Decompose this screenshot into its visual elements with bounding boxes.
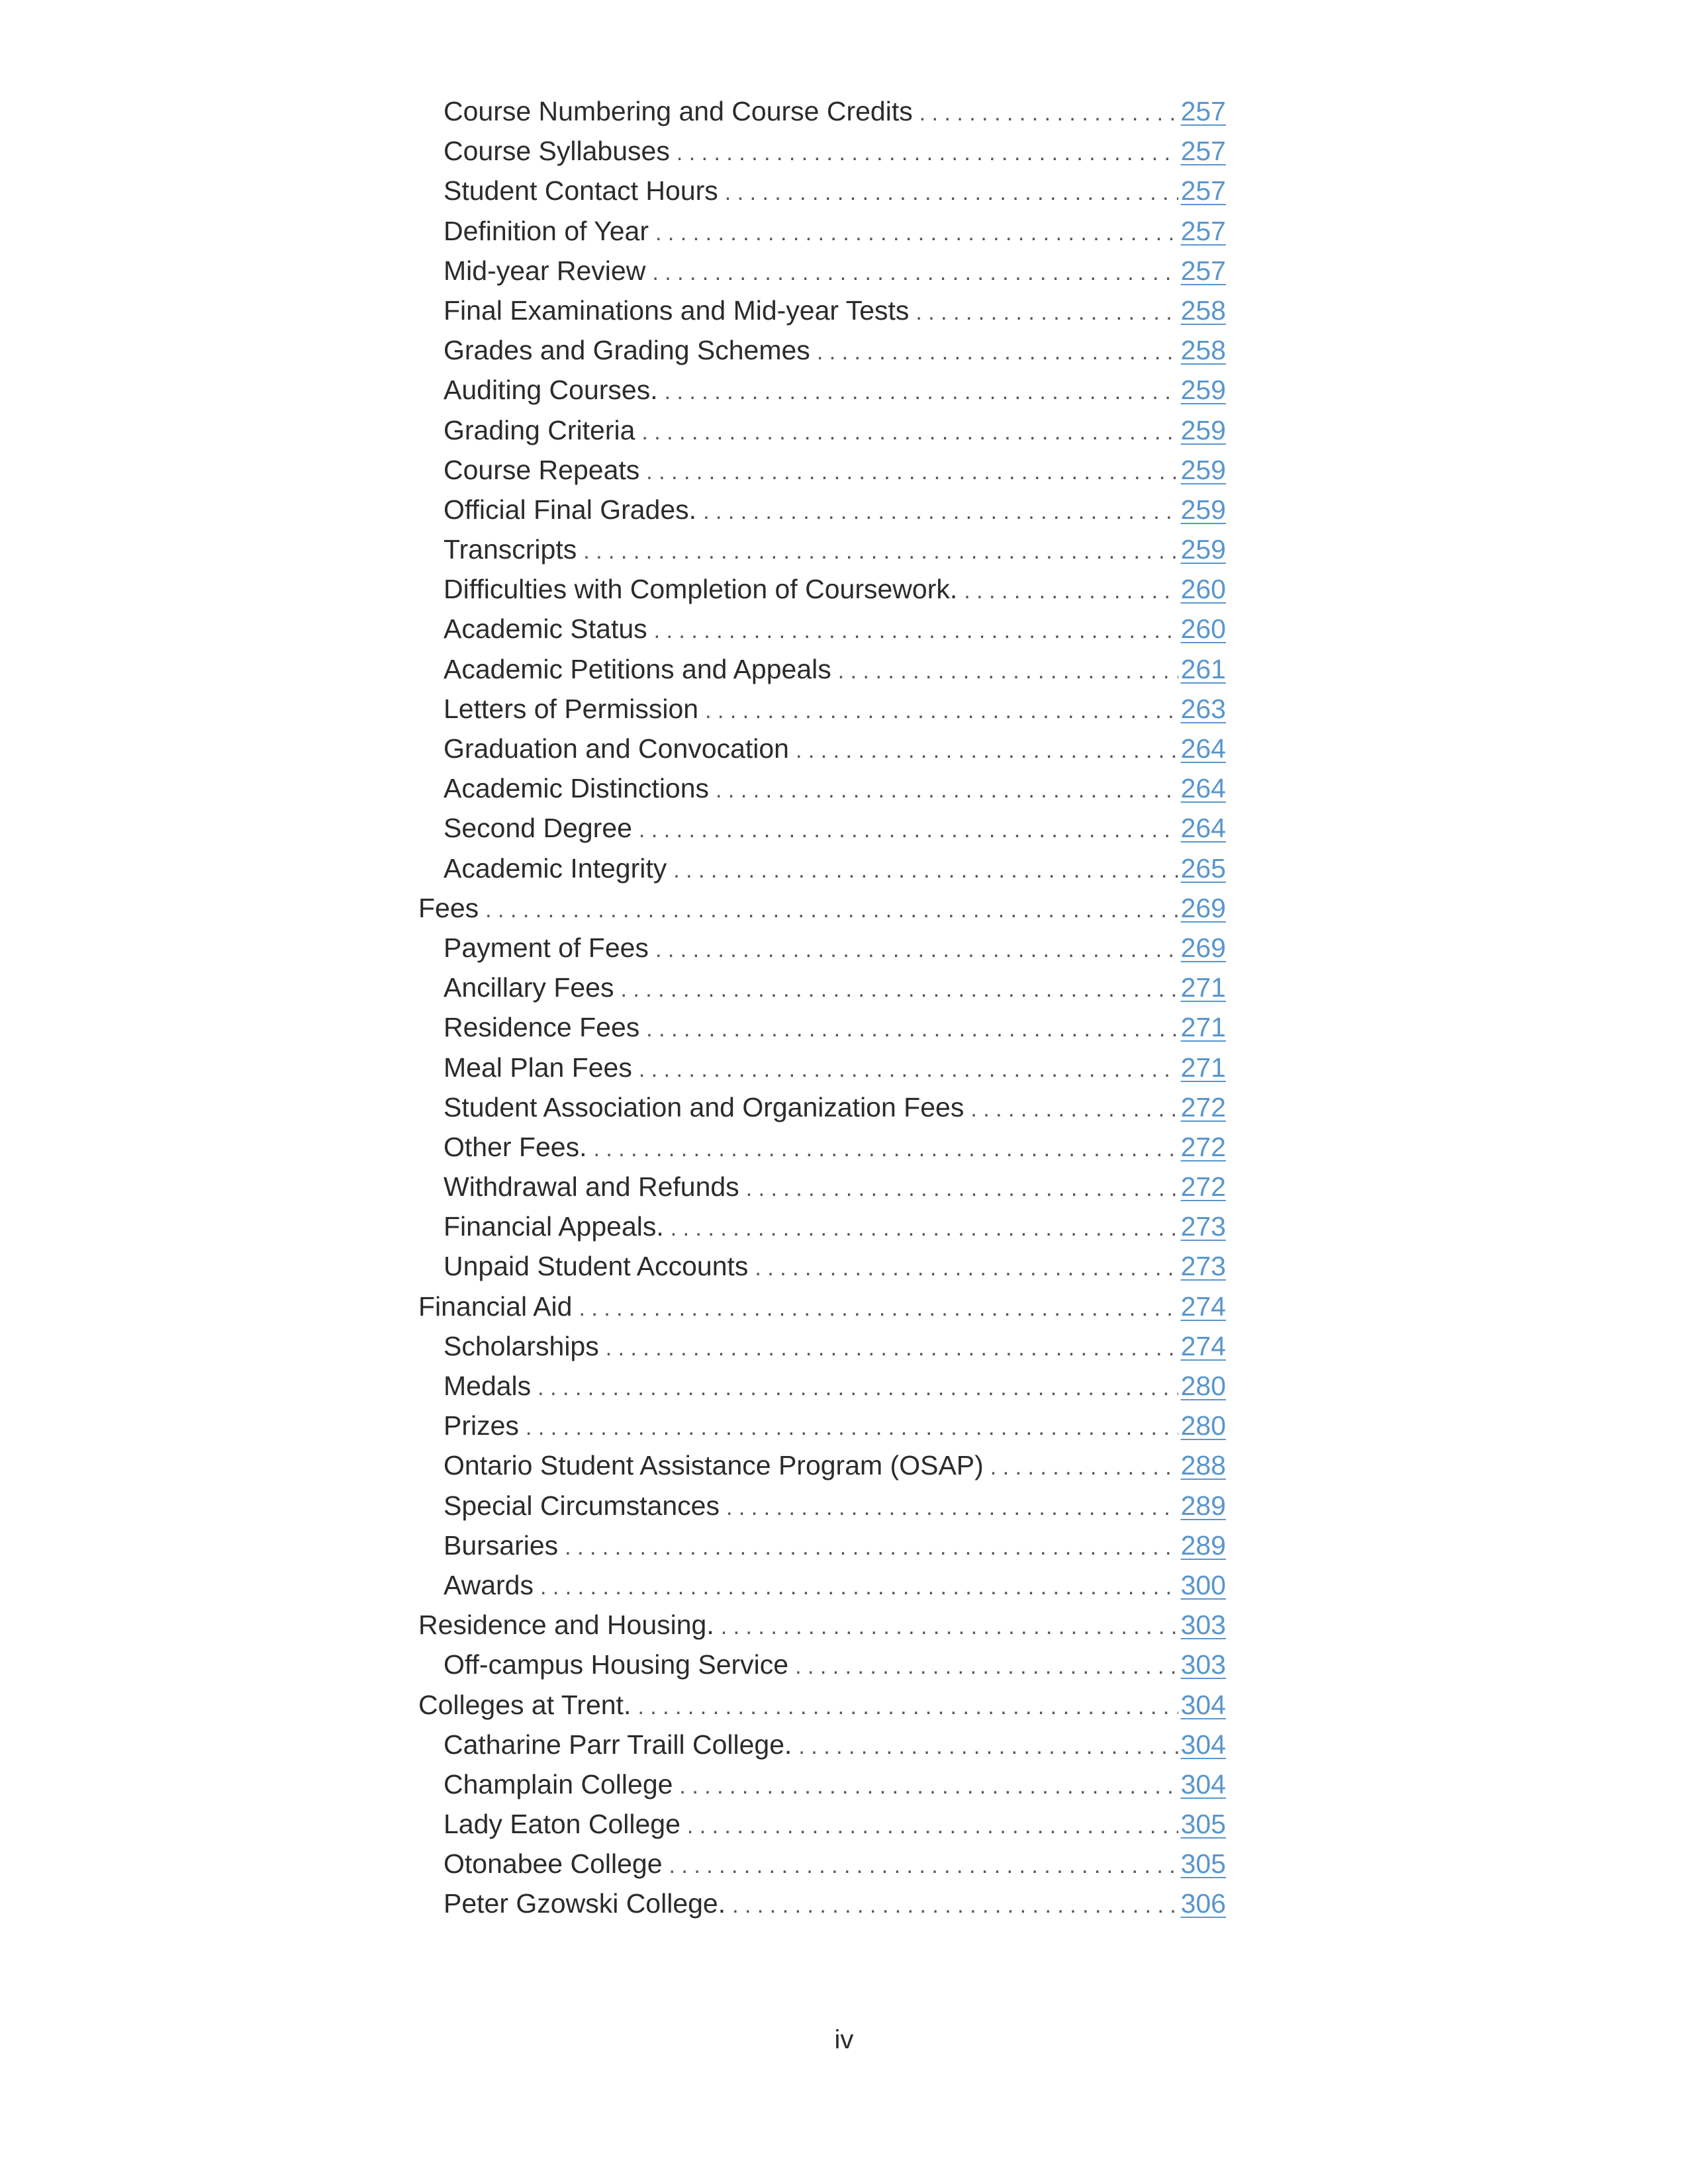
toc-page-link[interactable]: 272 [1180, 1171, 1226, 1203]
toc-entry-title: Off-campus Housing Service [444, 1649, 789, 1680]
toc-entry-title: Student Association and Organization Fees [444, 1091, 964, 1122]
toc-page-link[interactable]: 257 [1180, 136, 1226, 167]
toc-entry-title: Course Numbering and Course Credits [444, 96, 913, 126]
toc-page-link[interactable]: 289 [1180, 1490, 1226, 1521]
toc-subsection-entry [418, 529, 1226, 569]
toc-entry-title: Special Circumstances [444, 1490, 720, 1521]
dot-leader [593, 1129, 1178, 1169]
toc-entry-title: Medals [444, 1371, 532, 1401]
page-number: iv [834, 2025, 854, 2054]
toc-section-entry [418, 1685, 1226, 1725]
dot-leader [641, 412, 1178, 452]
toc-page-link[interactable]: 261 [1180, 653, 1226, 684]
toc-page-link[interactable]: 273 [1180, 1211, 1226, 1242]
dot-leader [540, 1567, 1178, 1607]
toc-page-link[interactable]: 271 [1180, 972, 1226, 1003]
toc-page-link[interactable]: 306 [1180, 1888, 1226, 1919]
toc-entry-title: Difficulties with Completion of Coursework. [444, 574, 958, 605]
toc-entry-title: Academic Distinctions [444, 773, 710, 804]
toc-entry-title: Prizes [444, 1410, 519, 1441]
toc-entry-title: Academic Integrity [444, 852, 667, 884]
toc-subsection-entry [418, 251, 1226, 291]
toc-entry-title: Scholarships [444, 1330, 599, 1361]
dot-leader [583, 531, 1178, 571]
toc-page-link[interactable]: 259 [1180, 375, 1226, 406]
toc-page-link[interactable]: 257 [1180, 255, 1226, 286]
dot-leader [915, 293, 1178, 332]
toc-page-link[interactable]: 259 [1180, 454, 1226, 485]
toc-subsection-entry [418, 649, 1226, 689]
toc-subsection-entry [418, 410, 1226, 450]
toc-entry-title: Ancillary Fees [444, 972, 614, 1003]
dot-leader [639, 1050, 1178, 1089]
toc-subsection-entry [418, 1884, 1226, 1923]
toc-page-link[interactable]: 263 [1180, 693, 1226, 724]
toc-entry-title: Awards [444, 1569, 534, 1600]
toc-entry-title: Residence and Housing. [418, 1610, 714, 1641]
toc-subsection-entry [418, 1406, 1226, 1445]
toc-entry-title: Lady Eaton College [444, 1809, 680, 1840]
toc-entry-title: Auditing Courses. [444, 375, 658, 406]
toc-page-link[interactable]: 269 [1180, 892, 1226, 923]
toc-entry-title: Final Examinations and Mid-year Tests [444, 295, 910, 326]
toc-section-entry [418, 1287, 1226, 1326]
toc-subsection-entry [418, 768, 1226, 808]
toc-page-link[interactable]: 304 [1180, 1689, 1226, 1720]
toc-page-link[interactable]: 304 [1180, 1729, 1226, 1760]
toc-subsection-entry [418, 1486, 1226, 1525]
toc-page-link[interactable]: 264 [1180, 813, 1226, 844]
toc-entry-title: Otonabee College [444, 1848, 663, 1880]
toc-subsection-entry [418, 1127, 1226, 1167]
toc-section-entry [418, 1605, 1226, 1645]
toc-subsection-entry [418, 1167, 1226, 1206]
toc-page-link[interactable]: 265 [1180, 852, 1226, 884]
toc-subsection-entry [418, 1844, 1226, 1884]
toc-entry-title: Second Degree [444, 813, 632, 844]
toc-subsection-entry [418, 370, 1226, 410]
dot-leader [639, 810, 1178, 850]
dot-leader [655, 930, 1178, 970]
dot-leader [538, 1368, 1178, 1408]
dot-leader [746, 1169, 1178, 1208]
toc-page-link[interactable]: 289 [1180, 1529, 1226, 1561]
toc-page-link[interactable]: 303 [1180, 1610, 1226, 1641]
toc-page-link[interactable]: 269 [1180, 932, 1226, 963]
toc-entry-title: Course Syllabuses [444, 136, 670, 167]
toc-subsection-entry [418, 1087, 1226, 1127]
toc-entry-title: Peter Gzowski College. [444, 1888, 726, 1919]
toc-entry-title: Grades and Grading Schemes [444, 335, 810, 366]
toc-page-link[interactable]: 258 [1180, 335, 1226, 366]
dot-leader [726, 1488, 1178, 1527]
toc-entry-title: Bursaries [444, 1529, 559, 1561]
toc-page-link[interactable]: 305 [1180, 1809, 1226, 1840]
toc-subsection-entry [418, 928, 1226, 968]
toc-subsection-entry [418, 1725, 1226, 1764]
toc-entry-title: Grading Criteria [444, 414, 635, 445]
dot-leader [669, 1846, 1178, 1886]
toc-page-link[interactable]: 257 [1180, 215, 1226, 246]
toc-subsection-entry [418, 1764, 1226, 1804]
toc-entry-title: Withdrawal and Refunds [444, 1171, 739, 1203]
toc-page-link[interactable]: 271 [1180, 1052, 1226, 1083]
toc-entry-title: Academic Petitions and Appeals [444, 653, 831, 684]
dot-leader [990, 1447, 1178, 1487]
toc-page-link[interactable]: 280 [1180, 1410, 1226, 1441]
dot-leader [687, 1806, 1178, 1846]
toc-entry-title: Colleges at Trent. [418, 1689, 632, 1720]
toc-subsection-entry [418, 1246, 1226, 1286]
table-of-contents [418, 91, 1226, 1924]
toc-page-link[interactable]: 259 [1180, 534, 1226, 565]
dot-leader [732, 1886, 1178, 1925]
toc-subsection-entry [418, 1445, 1226, 1485]
dot-leader [679, 1766, 1178, 1806]
toc-entry-title: Unpaid Student Accounts [444, 1251, 749, 1282]
toc-page-link[interactable]: 288 [1180, 1450, 1226, 1481]
toc-page-link[interactable]: 271 [1180, 1012, 1226, 1043]
toc-subsection-entry [418, 450, 1226, 490]
toc-page-link[interactable]: 272 [1180, 1131, 1226, 1162]
toc-page-link[interactable]: 257 [1180, 96, 1226, 126]
toc-entry-title: Mid-year Review [444, 255, 646, 286]
dot-leader [705, 691, 1178, 731]
toc-page-link[interactable]: 257 [1180, 175, 1226, 206]
toc-page-link[interactable]: 260 [1180, 614, 1226, 645]
dot-leader [655, 213, 1178, 253]
toc-subsection-entry [418, 1007, 1226, 1047]
dot-leader [919, 93, 1178, 133]
dot-leader [646, 452, 1178, 492]
toc-entry-title: Meal Plan Fees [444, 1052, 632, 1083]
toc-page-link[interactable]: 264 [1180, 733, 1226, 764]
toc-page-link[interactable]: 304 [1180, 1768, 1226, 1799]
dot-leader [620, 970, 1178, 1009]
toc-page-link[interactable]: 264 [1180, 773, 1226, 804]
toc-subsection-entry [418, 1525, 1226, 1565]
dot-leader [671, 1208, 1178, 1248]
toc-page-link[interactable]: 260 [1180, 574, 1226, 605]
dot-leader [964, 571, 1178, 611]
dot-leader [798, 1727, 1178, 1766]
toc-subsection-entry [418, 848, 1226, 888]
toc-entry-title: Financial Appeals. [444, 1211, 664, 1242]
dot-leader [721, 1607, 1178, 1647]
toc-page-link[interactable]: 272 [1180, 1091, 1226, 1122]
toc-page-link[interactable]: 258 [1180, 295, 1226, 326]
dot-leader [970, 1089, 1178, 1129]
toc-subsection-entry [418, 968, 1226, 1007]
toc-subsection-entry [418, 91, 1226, 131]
toc-page-link[interactable]: 274 [1180, 1330, 1226, 1361]
toc-entry-title: Academic Status [444, 614, 647, 645]
toc-subsection-entry [418, 569, 1226, 609]
toc-subsection-entry [418, 1326, 1226, 1366]
dot-leader [485, 890, 1178, 930]
dot-leader [838, 651, 1178, 691]
toc-entry-title: Transcripts [444, 534, 577, 565]
toc-subsection-entry [418, 1804, 1226, 1844]
toc-page-link[interactable]: 303 [1180, 1649, 1226, 1680]
toc-entry-title: Course Repeats [444, 454, 640, 485]
dot-leader [646, 1009, 1178, 1049]
dot-leader [703, 492, 1178, 531]
toc-subsection-entry [418, 211, 1226, 251]
toc-entry-title: Ontario Student Assistance Program (OSAP) [444, 1450, 984, 1481]
dot-leader [817, 332, 1178, 372]
toc-entry-title: Student Contact Hours [444, 175, 718, 206]
toc-section-entry [418, 888, 1226, 928]
toc-entry-title: Residence Fees [444, 1012, 640, 1043]
toc-subsection-entry [418, 330, 1226, 370]
toc-subsection-entry [418, 291, 1226, 330]
dot-leader [637, 1687, 1178, 1727]
toc-subsection-entry [418, 171, 1226, 210]
toc-subsection-entry [418, 1048, 1226, 1087]
dot-leader [677, 133, 1178, 173]
toc-page-link[interactable]: 274 [1180, 1291, 1226, 1322]
toc-subsection-entry [418, 1206, 1226, 1246]
toc-page-link[interactable]: 273 [1180, 1251, 1226, 1282]
toc-page-link[interactable]: 259 [1180, 414, 1226, 445]
toc-page-link[interactable]: 300 [1180, 1569, 1226, 1600]
toc-page-link[interactable]: 305 [1180, 1848, 1226, 1880]
toc-entry-title: Financial Aid [418, 1291, 573, 1322]
toc-entry-title: Graduation and Convocation [444, 733, 789, 764]
dot-leader [716, 770, 1178, 810]
toc-subsection-entry [418, 490, 1226, 529]
dot-leader [796, 731, 1178, 770]
dot-leader [665, 372, 1178, 412]
toc-page-link[interactable]: 280 [1180, 1371, 1226, 1401]
dot-leader [565, 1527, 1178, 1567]
toc-subsection-entry [418, 808, 1226, 848]
dot-leader [795, 1647, 1178, 1686]
toc-entry-title: Letters of Permission [444, 693, 699, 724]
dot-leader [526, 1408, 1178, 1447]
toc-subsection-entry [418, 1565, 1226, 1605]
dot-leader [654, 611, 1178, 651]
dot-leader [673, 850, 1178, 890]
toc-entry-title: Fees [418, 892, 479, 923]
dot-leader [579, 1289, 1178, 1328]
toc-subsection-entry [418, 689, 1226, 729]
dot-leader [755, 1248, 1178, 1288]
toc-entry-title: Payment of Fees [444, 932, 649, 963]
toc-entry-title: Official Final Grades. [444, 494, 697, 525]
toc-subsection-entry [418, 131, 1226, 171]
toc-entry-title: Definition of Year [444, 215, 649, 246]
toc-subsection-entry [418, 1645, 1226, 1684]
toc-subsection-entry [418, 609, 1226, 649]
toc-entry-title: Other Fees. [444, 1131, 587, 1162]
dot-leader [652, 253, 1178, 293]
toc-subsection-entry [418, 729, 1226, 768]
dot-leader [606, 1328, 1178, 1368]
dot-leader [725, 173, 1178, 212]
toc-page-link[interactable]: 259 [1180, 494, 1226, 525]
toc-entry-title: Catharine Parr Traill College. [444, 1729, 792, 1760]
toc-subsection-entry [418, 1366, 1226, 1406]
toc-entry-title: Champlain College [444, 1768, 673, 1799]
